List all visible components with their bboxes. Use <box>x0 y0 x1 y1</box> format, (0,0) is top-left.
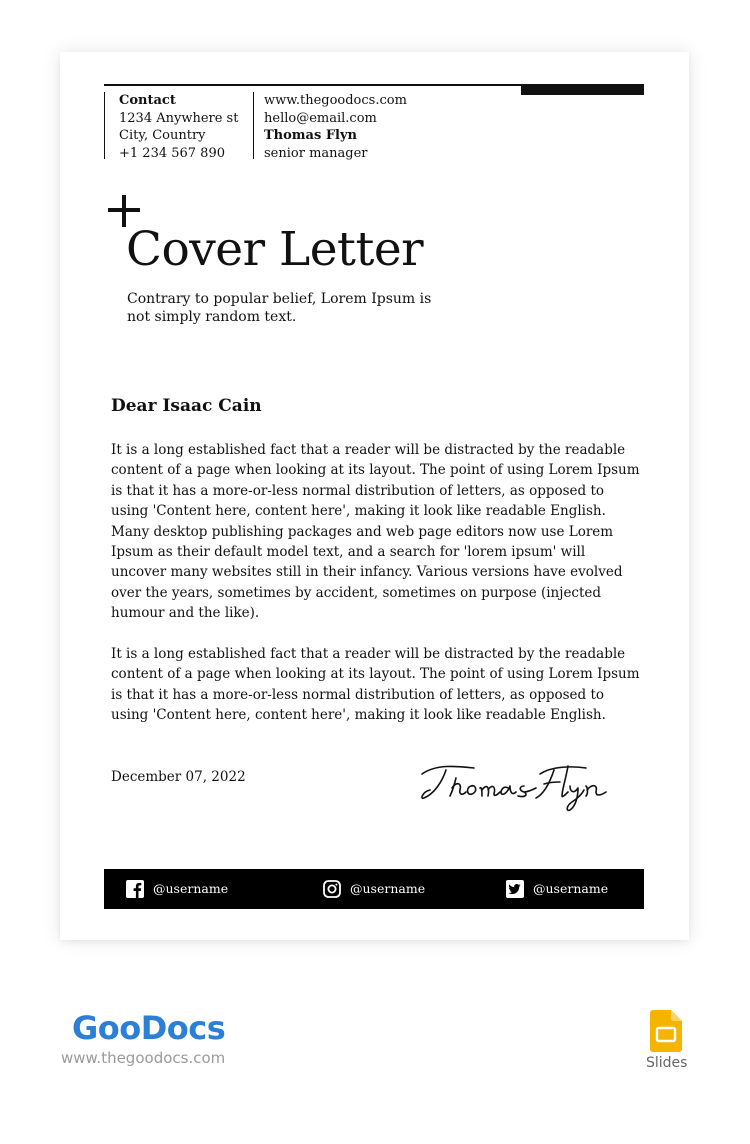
contact-column <box>104 92 249 159</box>
google-slides-icon <box>650 1010 682 1052</box>
goodocs-url[interactable]: www.thegoodocs.com <box>61 1049 226 1067</box>
slides-label: Slides <box>646 1055 688 1071</box>
twitter-handle: @username <box>533 881 609 896</box>
address-line-1: 1234 Anywhere st <box>119 110 239 126</box>
email-link[interactable]: hello@email.com <box>264 110 377 126</box>
header-accent-block <box>521 84 644 95</box>
sender-role: senior manager <box>264 145 368 161</box>
goodocs-logo: GooDocs <box>72 1009 226 1047</box>
letter-date: December 07, 2022 <box>111 769 246 785</box>
sender-name: Thomas Flyn <box>264 128 357 143</box>
letter-paragraph: It is a long established fact that a reader will be distracted by the readable content of a page when looking at its layout. The point of using Lorem Ipsum is that it has a more-or-less normal distribution of letters, as opposed to using 'Content here, content here', making it look like readable English. Many desktop publishing packages and web page editors now use Lorem Ipsum as their default model text, and a search for 'lorem ipsum' will uncover many websites still in their infancy. Various versions have evolved over the years, sometimes by accident, sometimes on purpose (injected humour and the like). <box>111 442 640 622</box>
contact-heading: Contact <box>119 93 176 108</box>
letter-paragraph: It is a long established fact that a reader will be distracted by the readable content of a page when looking at its layout. The point of using Lorem Ipsum is that it has a more-or-less normal distribution of letters, as opposed to using 'Content here, content here', making it look like readable English. <box>111 646 640 724</box>
handwritten-signature <box>416 752 616 822</box>
twitter-link[interactable] <box>506 879 608 899</box>
facebook-handle: @username <box>153 881 229 896</box>
phone-number: +1 234 567 890 <box>119 145 225 161</box>
facebook-icon <box>126 880 144 898</box>
letter-greeting: Dear Isaac Cain <box>111 396 262 416</box>
cover-letter-page <box>60 52 689 940</box>
instagram-link[interactable] <box>323 879 425 899</box>
social-footer <box>104 869 644 909</box>
sender-column <box>253 92 444 159</box>
facebook-link[interactable] <box>126 879 228 899</box>
address-line-2: City, Country <box>119 128 206 143</box>
twitter-icon <box>506 880 524 898</box>
page-title: Cover Letter <box>126 222 424 277</box>
instagram-icon <box>323 880 341 898</box>
website-link[interactable]: www.thegoodocs.com <box>264 93 407 108</box>
instagram-handle: @username <box>350 881 426 896</box>
page-subtitle: Contrary to popular belief, Lorem Ipsum is not simply random text. <box>127 291 432 325</box>
